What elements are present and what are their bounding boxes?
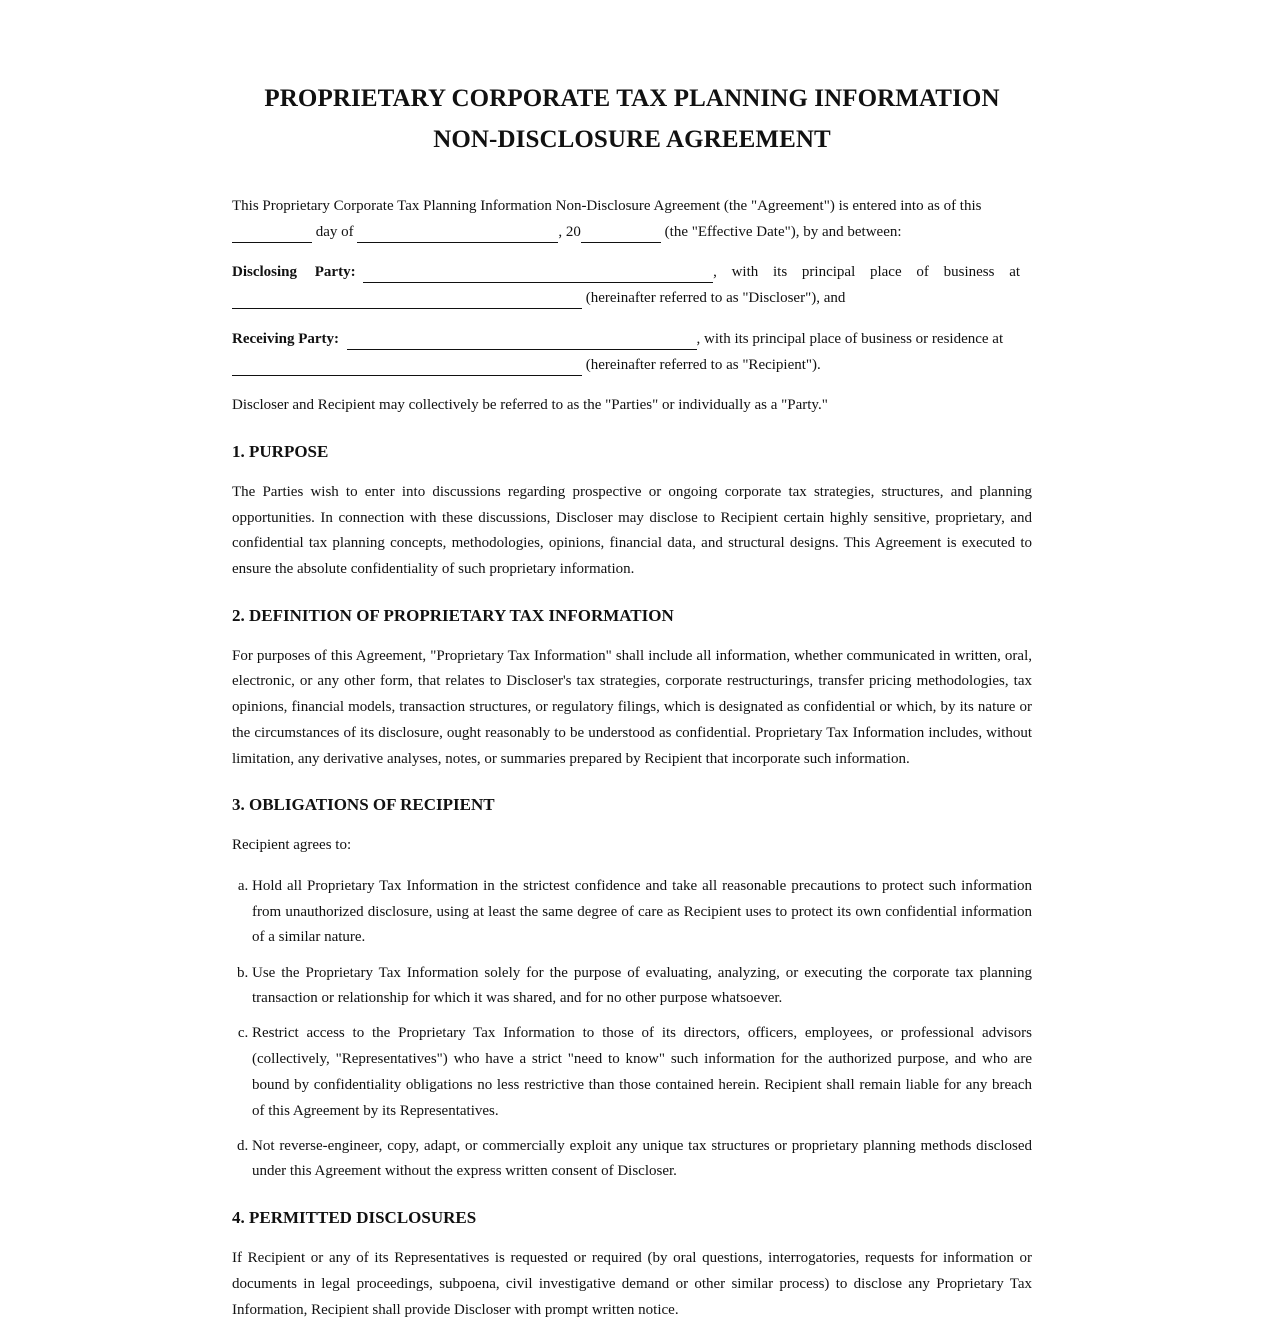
title-line-1: PROPRIETARY CORPORATE TAX PLANNING INFORMATION	[264, 85, 1000, 112]
receiving-party-paragraph	[232, 327, 1032, 378]
section-heading-obligations: 3. OBLIGATIONS OF RECIPIENT	[232, 795, 495, 815]
disclosing-text-1: , with its principal place of business at	[713, 264, 1021, 281]
year-blank	[581, 223, 661, 243]
list-item: c. Restrict access to the Proprietary Tax Information to those of its directors, officers, employees, or professional advisors (collectively, "Representatives") who have a strict "need to know" such information for the authorized purpose, and who are bound by confidentiality obligations no less restrictive than those contained herein. Recipient shall remain liable for any breach of this Agreement by its Representatives.	[252, 1021, 1032, 1124]
intro-paragraph	[232, 194, 1032, 245]
section-body-permitted: If Recipient or any of its Representatives is requested or required (by oral questions, interrogatories, requests for information or documents in legal proceedings, subpoena, civil investigative demand or other similar process) to disclose any Proprietary Tax Information, Recipient shall provide Discloser with prompt written notice.	[232, 1250, 1032, 1318]
title-line-2: NON-DISCLOSURE AGREEMENT	[433, 126, 831, 153]
section-body-purpose: The Parties wish to enter into discussions regarding prospective or ongoing corporate tax strategies, structures, and planning opportunities. In connection with these discussions, Discloser may disclose to Recipient certain highly sensitive, proprietary, and confidential tax planning concepts, methodologies, opinions, financial data, and structural designs. This Agreement is executed to ensure the absolute confidentiality of such proprietary information.	[232, 483, 1032, 578]
section-heading-purpose: 1. PURPOSE	[232, 441, 329, 461]
receiving-party-label: Receiving Party:	[232, 330, 340, 347]
disclosing-text-2: (hereinafter referred to as "Discloser"), and	[582, 290, 846, 307]
day-blank	[232, 223, 312, 243]
section-body-definition: For purposes of this Agreement, "Proprietary Tax Information" shall include all information, whether communicated in written, oral, electronic, or any other form, that relates to Discloser's tax strategies, corporate restructurings, transfer pricing methodologies, tax opinions, financial models, transaction structures, or regulatory filings, which is designated as confidential or which, by its nature or the circumstances of its disclosure, ought reasonably to be understood as confidential. Proprietary Tax Information includes, without limitation, any derivative analyses, notes, or summaries prepared by Recipient that incorporate such information.	[232, 647, 1032, 767]
recipient-name-blank	[347, 330, 697, 350]
list-item: d. Not reverse-engineer, copy, adapt, or commercially exploit any unique tax structures or proprietary planning methods disclosed under this Agreement without the express written consent of Discloser.	[252, 1134, 1032, 1185]
intro-text-3: , 20	[558, 223, 581, 240]
obligations-list	[232, 874, 1032, 1185]
section-heading-permitted: 4. PERMITTED DISCLOSURES	[232, 1208, 477, 1228]
month-blank	[357, 223, 558, 243]
document-page	[232, 0, 1032, 1323]
collective-paragraph: Discloser and Recipient may collectively be referred to as the "Parties" or individually as a "Party."	[232, 397, 828, 414]
discloser-address-blank	[232, 289, 582, 309]
disclosing-party-paragraph	[232, 260, 1032, 311]
disclosing-party-label: Disclosing Party:	[232, 264, 356, 281]
document-title	[192, 78, 1072, 160]
recipient-address-blank	[232, 356, 582, 376]
receiving-text-1: , with its principal place of business or residence at	[696, 330, 1004, 347]
obligations-lead: Recipient agrees to:	[232, 837, 352, 854]
discloser-name-blank	[363, 263, 713, 283]
list-item: a. Hold all Proprietary Tax Information in the strictest confidence and take all reasonable precautions to protect such information from unauthorized disclosure, using at least the same degree of care as Recipient uses to protect its own confidential information of a similar nature.	[252, 874, 1032, 951]
list-item: b. Use the Proprietary Tax Information solely for the purpose of evaluating, analyzing, or executing the corporate tax planning transaction or relationship for which it was shared, and for no other purpose whatsoever.	[252, 961, 1032, 1012]
section-heading-definition: 2. DEFINITION OF PROPRIETARY TAX INFORMATION	[232, 605, 674, 625]
intro-text-1: This Proprietary Corporate Tax Planning Information Non-Disclosure Agreement (the "Agreement") is entered into as of this	[232, 198, 982, 214]
receiving-text-2: (hereinafter referred to as "Recipient").	[582, 356, 821, 373]
intro-text-2: day of	[312, 223, 358, 240]
intro-text-4: (the "Effective Date"), by and between:	[660, 223, 902, 240]
